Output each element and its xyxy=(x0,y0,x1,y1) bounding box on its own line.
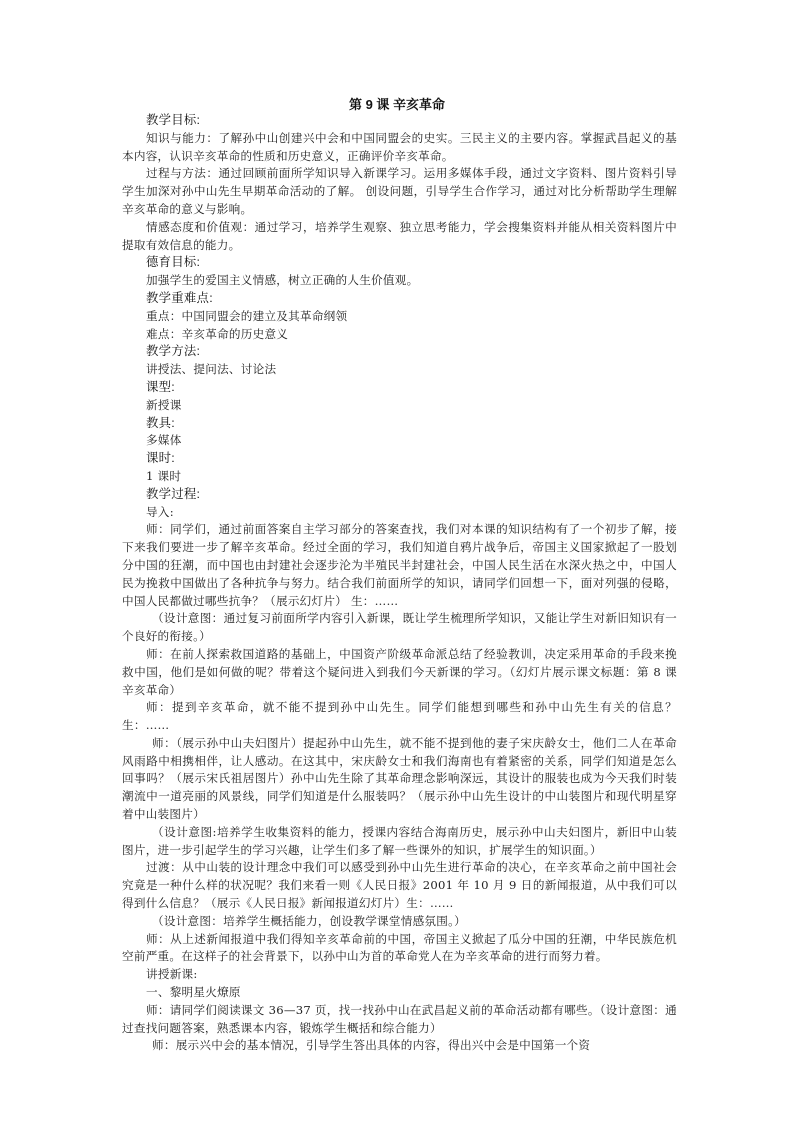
paragraph: 讲授法、提问法、讨论法 xyxy=(146,362,277,377)
paragraph: 多媒体 xyxy=(146,433,182,448)
paragraph: 过程与方法：通过回顾前面所学知识导入新课学习。运用多媒体手段，通过文字资料、图片资料引导学生加深对孙中山先生早期革命活动的了解。 创设问题，引导学生合作学习，通过对比分析帮助学生理解辛亥革命的意义与影响。 xyxy=(122,166,677,216)
section-heading: 教学重难点: xyxy=(146,290,213,305)
paragraph: 师：在前人探索救国道路的基础上，中国资产阶级革命派总结了经验教训，决定采用革命的手段来挽救中国，他们是如何做的呢？带着这个疑问进入到我们今天新课的学习。（幻灯片展示课文标题：第 8 课 辛亥革命） xyxy=(122,646,677,697)
document-body xyxy=(122,112,677,1055)
paragraph: 重点：中国同盟会的建立及其革命纲领 xyxy=(146,308,348,323)
paragraph: 师：展示兴中会的基本情况，引导学生答出具体的内容，得出兴中会是中国第一个资 xyxy=(152,1038,591,1053)
paragraph: 导入: xyxy=(146,504,174,519)
paragraph: 师：请同学们阅读课文 36—37 页，找一找孙中山在武昌起义前的革命活动都有哪些。（设计意图：通过查找问题答案，熟悉课本内容，锻炼学生概括和综合能力） xyxy=(122,1002,677,1035)
section-heading: 教学方法: xyxy=(146,344,201,359)
paragraph: 讲授新课: xyxy=(146,967,198,982)
paragraph: 师：（展示孙中山夫妇图片）提起孙中山先生，就不能不提到他的妻子宋庆龄女士，他们二人在革命风雨路中相携相伴，让人感动。在这其中，宋庆龄女士和我们海南也有着紧密的关系，同学们知道是怎么回事吗？（展示宋氏祖居图片）孙中山先生除了其革命理念影响深远，其设计的服装也成为今天我们时装潮流中一道亮丽的风景线，同学们知道是什么服装吗？（展示孙中山先生设计的中山装图片和现代明星穿着中山装图片） xyxy=(122,735,677,822)
paragraph: 难点：辛亥革命的历史意义 xyxy=(146,326,289,341)
paragraph: 情感态度和价值观：通过学习，培养学生观察、独立思考能力，学会搜集资料并能从相关资料图片中提取有效信息的能力。 xyxy=(122,219,677,252)
paragraph: 1 课时 xyxy=(146,468,182,483)
paragraph: （设计意图：培养学生概括能力，创设教学课堂情感氛围。） xyxy=(152,913,466,928)
paragraph: 过渡：从中山装的设计理念中我们可以感受到孙中山先生进行革命的决心，在辛亥革命之前中国社会究竟是一种什么样的状况呢？我们来看一则《人民日报》2001 年 10 月 9 日的新闻报道，从中我们可以得到什么信息？（展示《人民日报》新闻报道幻灯片）生：…… xyxy=(122,860,677,911)
section-heading: 教学过程: xyxy=(146,486,201,501)
paragraph: 知识与能力：了解孙中山创建兴中会和中国同盟会的史实。三民主义的主要内容。掌握武昌起义的基本内容，认识辛亥革命的性质和历史意义，正确评价辛亥革命。 xyxy=(122,130,677,163)
page-title: 第 9 课 辛亥革命 xyxy=(348,97,446,112)
section-heading: 课型: xyxy=(146,379,175,394)
paragraph: 一、黎明星火燎原 xyxy=(146,985,241,1000)
paragraph: 师：同学们，通过前面答案自主学习部分的答案查找，我们对本课的知识结构有了一个初步了解，接下来我们要进一步了解辛亥革命。经过全面的学习，我们知道自鸦片战争后，帝国主义国家掀起了一股划分中国的狂潮，而中国也由封建社会逐步沦为半殖民半封建社会，中国人民生活在水深火热之中，中国人民为挽救中国做出了各种抗争与努力。结合我们前面所学的知识，请同学们回想一下，面对列强的侵略，中国人民都做过哪些抗争？（展示幻灯片） 生：…… xyxy=(122,522,677,608)
paragraph: 加强学生的爱国主义情感，树立正确的人生价值观。 xyxy=(146,273,419,288)
section-heading: 教学目标: xyxy=(146,113,201,127)
section-heading: 德育目标: xyxy=(146,255,201,270)
paragraph: 师：从上述新闻报道中我们得知辛亥革命前的中国，帝国主义掀起了瓜分中国的狂潮，中华民族危机空前严重。在这样子的社会背景下，以孙中山为首的革命党人在为辛亥革命的进行而努力着。 xyxy=(122,931,677,964)
paragraph: 新授课 xyxy=(146,397,182,412)
paragraph: 师：提到辛亥革命，就不能不提到孙中山先生。同学们能想到哪些和孙中山先生有关的信息？ 生：…… xyxy=(122,700,677,733)
paragraph: （设计意图:培养学生收集资料的能力，授课内容结合海南历史，展示孙中山夫妇图片，新旧中山装图片，进一步引起学生的学习兴趣，让学生们多了解一些课外的知识，扩展学生的知识面。） xyxy=(122,824,677,857)
paragraph: （设计意图：通过复习前面所学内容引入新课，既让学生梳理所学知识，又能让学生对新旧知识有一个良好的衔接。） xyxy=(122,611,677,644)
section-heading: 课时: xyxy=(146,451,175,466)
section-heading: 教具: xyxy=(146,415,175,430)
